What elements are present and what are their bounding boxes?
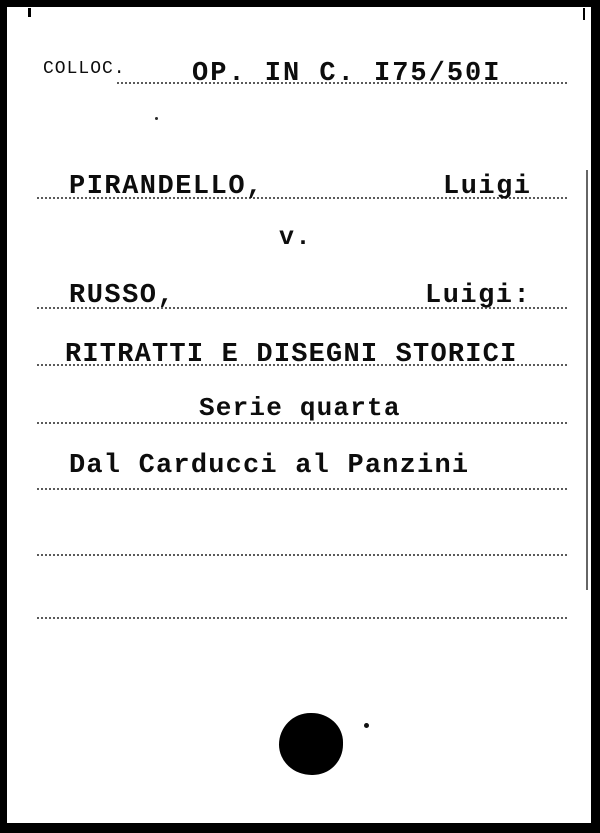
title-main: RITRATTI E DISEGNI STORICI: [65, 340, 518, 370]
author-surname: PIRANDELLO,: [69, 172, 264, 202]
ruled-line: [37, 488, 567, 490]
referred-surname: RUSSO,: [69, 281, 176, 311]
card-border-right: [591, 0, 600, 833]
ink-blot-mark: [279, 713, 343, 775]
ruled-line: [37, 554, 567, 556]
author-forename: Luigi: [443, 172, 532, 202]
cross-reference-mark: v.: [279, 223, 313, 252]
title-series: Serie quarta: [199, 393, 401, 423]
title-subtitle: Dal Carducci al Panzini: [69, 451, 470, 481]
card-border-left: [0, 0, 7, 833]
card-border-bottom: [0, 823, 600, 833]
card-border-top: [0, 0, 600, 7]
ink-speck-mark-small: [155, 117, 158, 120]
ruled-line: [37, 617, 567, 619]
call-number: OP. IN C. I75/50I: [192, 59, 502, 89]
referred-forename: Luigi:: [425, 281, 532, 311]
ink-speck-mark: [364, 723, 369, 728]
colloc-label: COLLOC.: [43, 59, 126, 79]
card-content: [7, 7, 591, 823]
